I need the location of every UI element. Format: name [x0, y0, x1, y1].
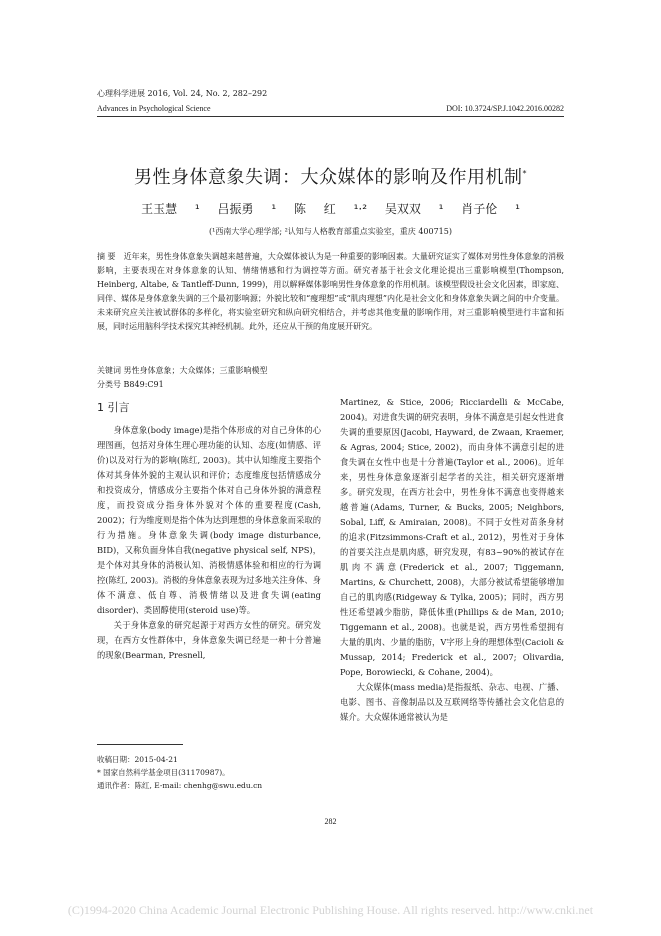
keywords: 关键词 男性身体意象；大众媒体；三重影响模型 [97, 366, 268, 375]
left-column [97, 400, 321, 663]
paper-title [0, 163, 661, 189]
author-list: 王玉慧 ¹ 吕振勇 ¹ 陈 红 ¹·² 吴双双 ¹ 肖子伦 ¹ [141, 202, 520, 216]
journal-header-cn: 心理科学进展 2016, Vol. 24, No. 2, 282–292 [97, 89, 268, 98]
footnotes [97, 753, 262, 792]
abstract-label: 摘 要 [97, 252, 116, 261]
paragraph: 身体意象(body image)是指个体形成的对自己身体的心理图画，包括对身体生理心理功能的认知、态度(如情感、评价)以及对行为的影响(陈红, 2003)。其中认知维度主要指个体对其身体外貌的主观认识和评价；态度维度包括情感成分和投资成分，情感成分主要指个体对自己身体外貌的满意程度，而投资成分指身体外貌对个体的重要程度(Cash, 2002)；行为维度则是指个体为达到理想的身体意象而采取的行为措施。身体意象失调(body image disturbance, BID)，又称负面身体自我(negative physical self, NPS)，是个体对其身体的消极认知、消极情感体验和相应的行为调控(陈红, 2003)。消极的身体意象表现为过多地关注身体、身体不满意、低自尊、消极情绪以及进食失调(eating disorder)、类固醇使用(steroid use)等。 [97, 425, 321, 615]
copyright-watermark: (C)1994-2020 China Academic Journal Electronic Publishing House. All rights reserved. http://www.cnki.net [67, 903, 594, 917]
abstract-text: 近年来，男性身体意象失调越来越普遍，大众媒体被认为是一种重要的影响因素。大量研究证实了媒体对男性身体意象的消极影响，主要表现在对身体意象的认知、情绪情感和行为调控等方面。研究者基于社会文化理论提出三重影响模型(Thompson, Heinberg, Altabe, & Tantleff-Dunn, 1999)，用以解释媒体影响男性身体意象的作用机制。该模型假设社会文化因素，即家庭、同伴、媒体是身体意象失调的三个最初影响源；外貌比较和“瘦理想”或“肌肉理想”内化是社会文化和身体意象失调之间的中介变量。未来研究应关注被试群体的多样化，将实验室研究和纵向研究相结合，并考虑其他变量的影响作用，对三重影响模型进行丰富和拓展，同时运用脑科学技术探究其神经机制。此外，还应从干预的角度展开研究。 [97, 252, 565, 331]
page-number: 282 [324, 817, 337, 826]
received-date: 收稿日期：2015-04-21 [97, 755, 178, 764]
fund-note: * 国家自然科学基金项目(31170987)。 [97, 768, 230, 777]
header-rule [97, 116, 564, 117]
footnote-rule [97, 744, 183, 745]
title-footnote-mark: * [522, 169, 527, 178]
paragraph: Martinez, & Stice, 2006; Ricciardelli & McCabe, 2004)。对进食失调的研究表明，身体不满意是引起女性进食失调的重要原因(Jacobi, Hayward, de Zwaan, Kraemer, & Agras, 2004; Stice, 2002)，而由身体不满意引起的进食失调在女性中也是十分普遍(Taylor et al., 2006)。近年来，男性身体意象逐渐引起学者的关注，相关研究逐渐增多。研究发现，在西方社会中，男性身体不满意也变得越来越普遍(Adams, Turner, & Bucks, 2005; Neighbors, Sobal, Liff, & Amiraian, 2008)。不同于女性对苗条身材的追求(Fitzsimmons-Craft et al., 2012)，男性对于身体的首要关注点是肌肉感，研究发现，有83~90%的被试存在肌肉不满意(Frederick et al., 2007; Tiggemann, Martins, & Churchett, 2008)，大部分被试希望能够增加自己的肌肉感(Ridgeway & Tylka, 2005)；同时，西方男性还希望减少脂肪，降低体重(Phillips & de Man, 2010; Tiggemann et al., 2008)。也就是说，西方男性希望拥有大量的肌肉、少量的脂肪，V字形上身的理想体型(Cacioli & Mussap, 2014; Frederick et al., 2007; Olivardia, Pope, Borowiecki, & Cohane, 2004)。 [340, 397, 564, 677]
affiliation: (¹西南大学心理学部; ²认知与人格教育部重点实验室，重庆 400715) [209, 227, 452, 236]
journal-header-en: Advances in Psychological Science [97, 104, 211, 113]
section-heading: 1 引言 [97, 401, 130, 414]
title-text: 男性身体意象失调：大众媒体的影响及作用机制 [134, 167, 523, 188]
paragraph: 关于身体意象的研究起源于对西方女性的研究。研究发现，在西方女性群体中，身体意象失调已经是一种十分普遍的现象(Bearman, Presnell, [97, 620, 321, 660]
right-column [340, 395, 564, 725]
classification-number: 分类号 B849:C91 [97, 380, 164, 389]
contact-author: 通讯作者：陈红, E-mail: chenhg@swu.edu.cn [97, 781, 263, 790]
doi[interactable]: DOI: 10.3724/SP.J.1042.2016.00282 [446, 104, 564, 113]
abstract [97, 250, 564, 334]
paragraph: 大众媒体(mass media)是指报纸、杂志、电视、广播、电影、图书、音像制品以及互联网络等传播社会文化信息的媒介。大众媒体通常被认为是 [340, 682, 564, 722]
